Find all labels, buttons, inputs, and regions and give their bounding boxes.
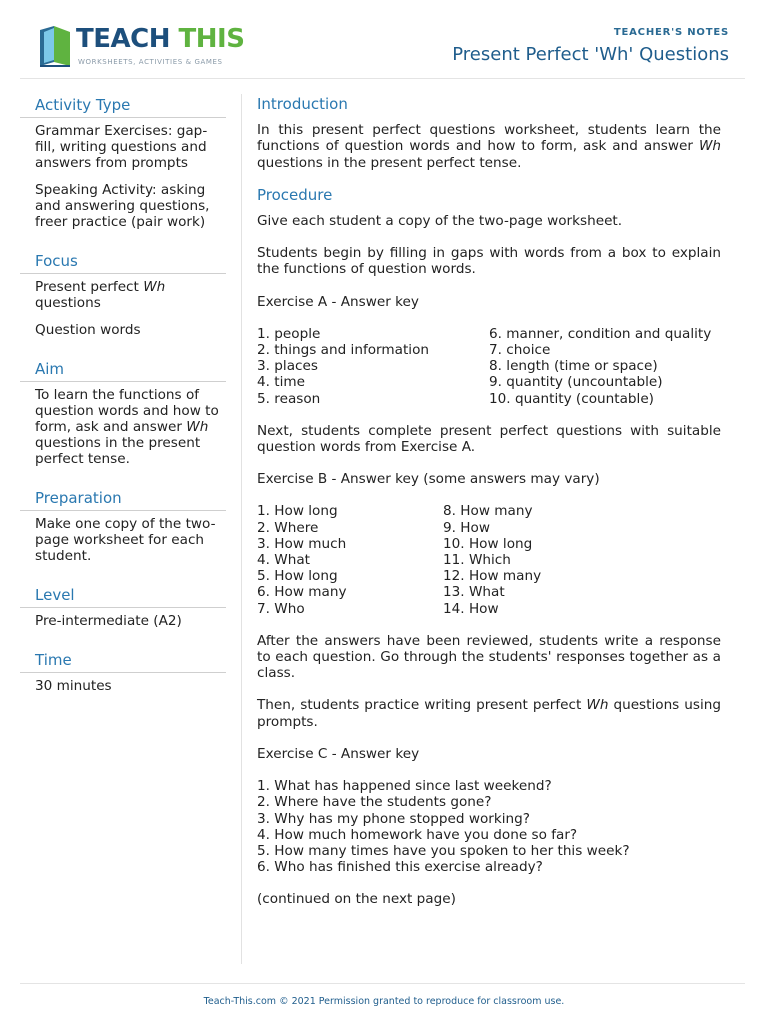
- answer-item: 3. How much: [257, 535, 347, 552]
- aim-text: To learn the functions of question words and how to form, ask and answer Wh questions in the present perfect tense.: [35, 387, 219, 467]
- procedure-paragraph: Give each student a copy of the two-page worksheet.: [257, 213, 623, 230]
- exercise-b-label: Exercise B - Answer key (some answers may vary): [257, 471, 600, 488]
- footer-copyright[interactable]: Teach-This.com © 2021 Permission granted to reproduce for classroom use.: [203, 996, 565, 1007]
- answer-item: 1. What has happened since last weekend?: [257, 778, 552, 795]
- activity-type-section: [20, 94, 226, 236]
- answer-item: 5. How long: [257, 568, 338, 585]
- main-content: [257, 94, 721, 924]
- answer-item: 1. How long: [257, 503, 338, 520]
- answer-item: 1. people: [257, 325, 321, 342]
- page-header: [20, 0, 745, 79]
- activity-type-heading: Activity Type: [20, 94, 226, 118]
- answer-item: 4. time: [257, 374, 306, 391]
- logo-wordmark: TEACH THIS: [76, 24, 245, 54]
- procedure-paragraph: Students begin by filling in gaps with words from a box to explain the functions of question words.: [257, 245, 721, 278]
- answer-item: 12. How many: [443, 568, 542, 585]
- answer-item: 13. What: [443, 584, 505, 601]
- answer-item: 5. How many times have you spoken to her this week?: [257, 842, 630, 859]
- answer-item: 7. Who: [257, 600, 305, 617]
- focus-item: Question words: [35, 322, 141, 338]
- procedure-paragraph: Next, students complete present perfect questions with suitable question words from Exercise A.: [257, 422, 721, 456]
- exercise-a-label: Exercise A - Answer key: [257, 293, 419, 310]
- preparation-section: [20, 487, 226, 570]
- level-text: Pre-intermediate (A2): [35, 613, 182, 629]
- answer-item: 3. Why has my phone stopped working?: [257, 810, 530, 827]
- focus-section: [20, 250, 226, 344]
- introduction-heading: Introduction: [257, 95, 348, 113]
- focus-heading: Focus: [20, 250, 226, 274]
- answer-item: 4. What: [257, 552, 311, 569]
- answer-item: 4. How much homework have you done so far?: [257, 826, 578, 843]
- answer-item: 6. Who has finished this exercise already?: [257, 859, 543, 876]
- teachers-notes-label: TEACHER'S NOTES: [613, 27, 729, 38]
- introduction-text: In this present perfect questions worksheet, students learn the functions of question words and how to form, ask and answer Wh questions in the present perfect tense.: [257, 122, 721, 171]
- answer-item: 9. quantity (uncountable): [489, 374, 663, 391]
- answer-item: 8. length (time or space): [489, 358, 658, 375]
- preparation-text: Make one copy of the two-page worksheet for each student.: [35, 516, 216, 564]
- procedure-paragraph: After the answers have been reviewed, students write a response to each question. Go through the students' responses together as a class.: [257, 632, 721, 682]
- exercise-c-label: Exercise C - Answer key: [257, 745, 420, 762]
- answer-item: 2. Where: [257, 519, 319, 536]
- answer-item: 2. Where have the students gone?: [257, 794, 492, 811]
- time-text: 30 minutes: [35, 678, 112, 694]
- answer-item: 3. places: [257, 358, 318, 375]
- answer-item: 14. How: [443, 600, 499, 617]
- answer-item: 6. manner, condition and quality: [489, 325, 712, 342]
- activity-type-item: Speaking Activity: asking and answering questions, freer practice (pair work): [35, 182, 210, 230]
- column-divider: [241, 94, 242, 964]
- exercise-a-answers: [257, 326, 721, 407]
- aim-section: [20, 358, 226, 473]
- answer-item: 11. Which: [443, 552, 511, 569]
- answer-item: 6. How many: [257, 584, 347, 601]
- level-heading: Level: [20, 584, 226, 608]
- procedure-paragraph: Then, students practice writing present perfect Wh questions using prompts.: [257, 697, 721, 730]
- answer-item: 8. How many: [443, 503, 533, 520]
- answer-item: 2. things and information: [257, 342, 430, 359]
- exercise-c-answers: [257, 778, 721, 875]
- exercise-b-answers: [257, 503, 721, 616]
- book-icon: [36, 22, 74, 68]
- time-heading: Time: [20, 649, 226, 673]
- focus-item: Present perfect Wh questions: [35, 279, 166, 311]
- answer-item: 9. How: [443, 519, 490, 536]
- logo-tagline: WORKSHEETS, ACTIVITIES & GAMES: [78, 58, 223, 66]
- aim-heading: Aim: [20, 358, 226, 382]
- page-title: Present Perfect 'Wh' Questions: [452, 44, 729, 65]
- preparation-heading: Preparation: [20, 487, 226, 511]
- answer-item: 10. quantity (countable): [489, 390, 654, 407]
- continued-note: (continued on the next page): [257, 891, 456, 908]
- time-section: [20, 649, 226, 700]
- activity-type-item: Grammar Exercises: gap-fill, writing questions and answers from prompts: [35, 123, 208, 171]
- footer-divider: [20, 983, 745, 984]
- answer-item: 5. reason: [257, 390, 321, 407]
- procedure-heading: Procedure: [257, 185, 333, 204]
- teach-this-logo[interactable]: [36, 22, 245, 70]
- answer-item: 7. choice: [489, 342, 551, 359]
- sidebar: [20, 94, 226, 714]
- answer-item: 10. How long: [443, 535, 533, 552]
- level-section: [20, 584, 226, 635]
